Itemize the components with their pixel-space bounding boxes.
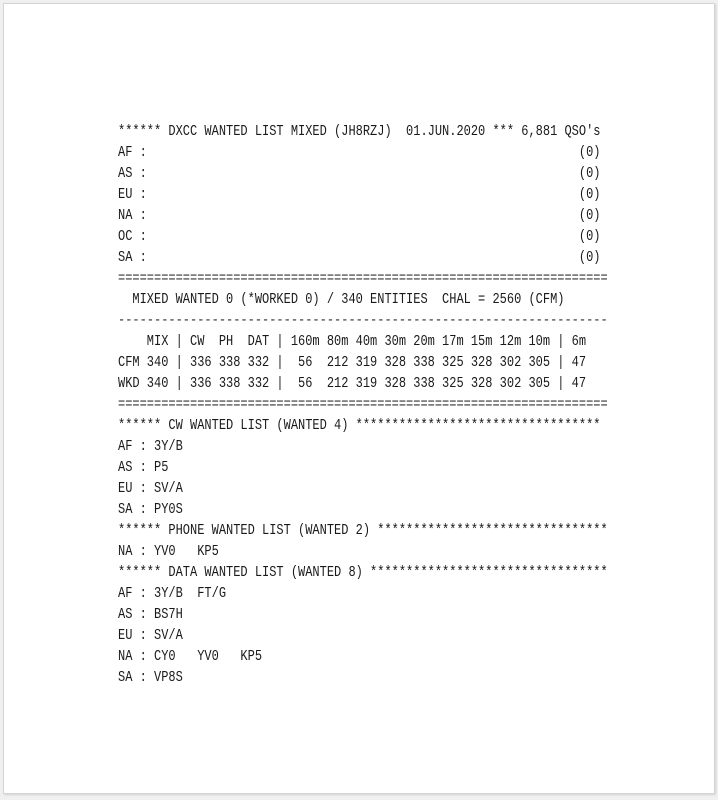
separator-single: --------------------------------------------------------------------	[118, 312, 608, 329]
separator-double: ====================================================================	[118, 396, 608, 413]
dxcc-wanted-list-text	[118, 121, 718, 688]
cw-list-item: AS : P5	[118, 459, 169, 476]
data-list-item: AF : 3Y/B FT/G	[118, 585, 227, 602]
data-list-header: ****** DATA WANTED LIST (WANTED 8) *********************************	[118, 564, 608, 581]
phone-list-header: ****** PHONE WANTED LIST (WANTED 2) ********************************	[118, 522, 608, 539]
cw-list-item: EU : SV/A	[118, 480, 183, 497]
totals-line: MIXED WANTED 0 (*WORKED 0) / 340 ENTITIES CHAL = 2560 (CFM)	[118, 291, 565, 308]
separator-double: ====================================================================	[118, 270, 608, 287]
mixed-summary-eu: EU : (0)	[118, 186, 601, 203]
data-list-item: NA : CY0 YV0 KP5	[118, 648, 263, 665]
cw-list-item: AF : 3Y/B	[118, 438, 183, 455]
mixed-summary-oc: OC : (0)	[118, 228, 601, 245]
cw-list-item: SA : PY0S	[118, 501, 183, 518]
mixed-summary-as: AS : (0)	[118, 165, 601, 182]
mixed-summary-af: AF : (0)	[118, 144, 601, 161]
mixed-summary-na: NA : (0)	[118, 207, 601, 224]
data-list-item: SA : VP8S	[118, 669, 183, 686]
phone-list-item: NA : YV0 KP5	[118, 543, 219, 560]
band-table-row-cfm: CFM 340 | 336 338 332 | 56 212 319 328 338 325 328 302 305 | 47	[118, 354, 587, 371]
title-line: ****** DXCC WANTED LIST MIXED (JH8RZJ) 01.JUN.2020 *** 6,881 QSO's	[118, 123, 601, 140]
data-list-item: AS : BS7H	[118, 606, 183, 623]
document-page	[3, 3, 715, 794]
band-table-row-wkd: WKD 340 | 336 338 332 | 56 212 319 328 338 325 328 302 305 | 47	[118, 375, 587, 392]
band-table-header: MIX | CW PH DAT | 160m 80m 40m 30m 20m 17m 15m 12m 10m | 6m	[118, 333, 587, 350]
cw-list-header: ****** CW WANTED LIST (WANTED 4) **********************************	[118, 417, 601, 434]
data-list-item: EU : SV/A	[118, 627, 183, 644]
mixed-summary-sa: SA : (0)	[118, 249, 601, 266]
